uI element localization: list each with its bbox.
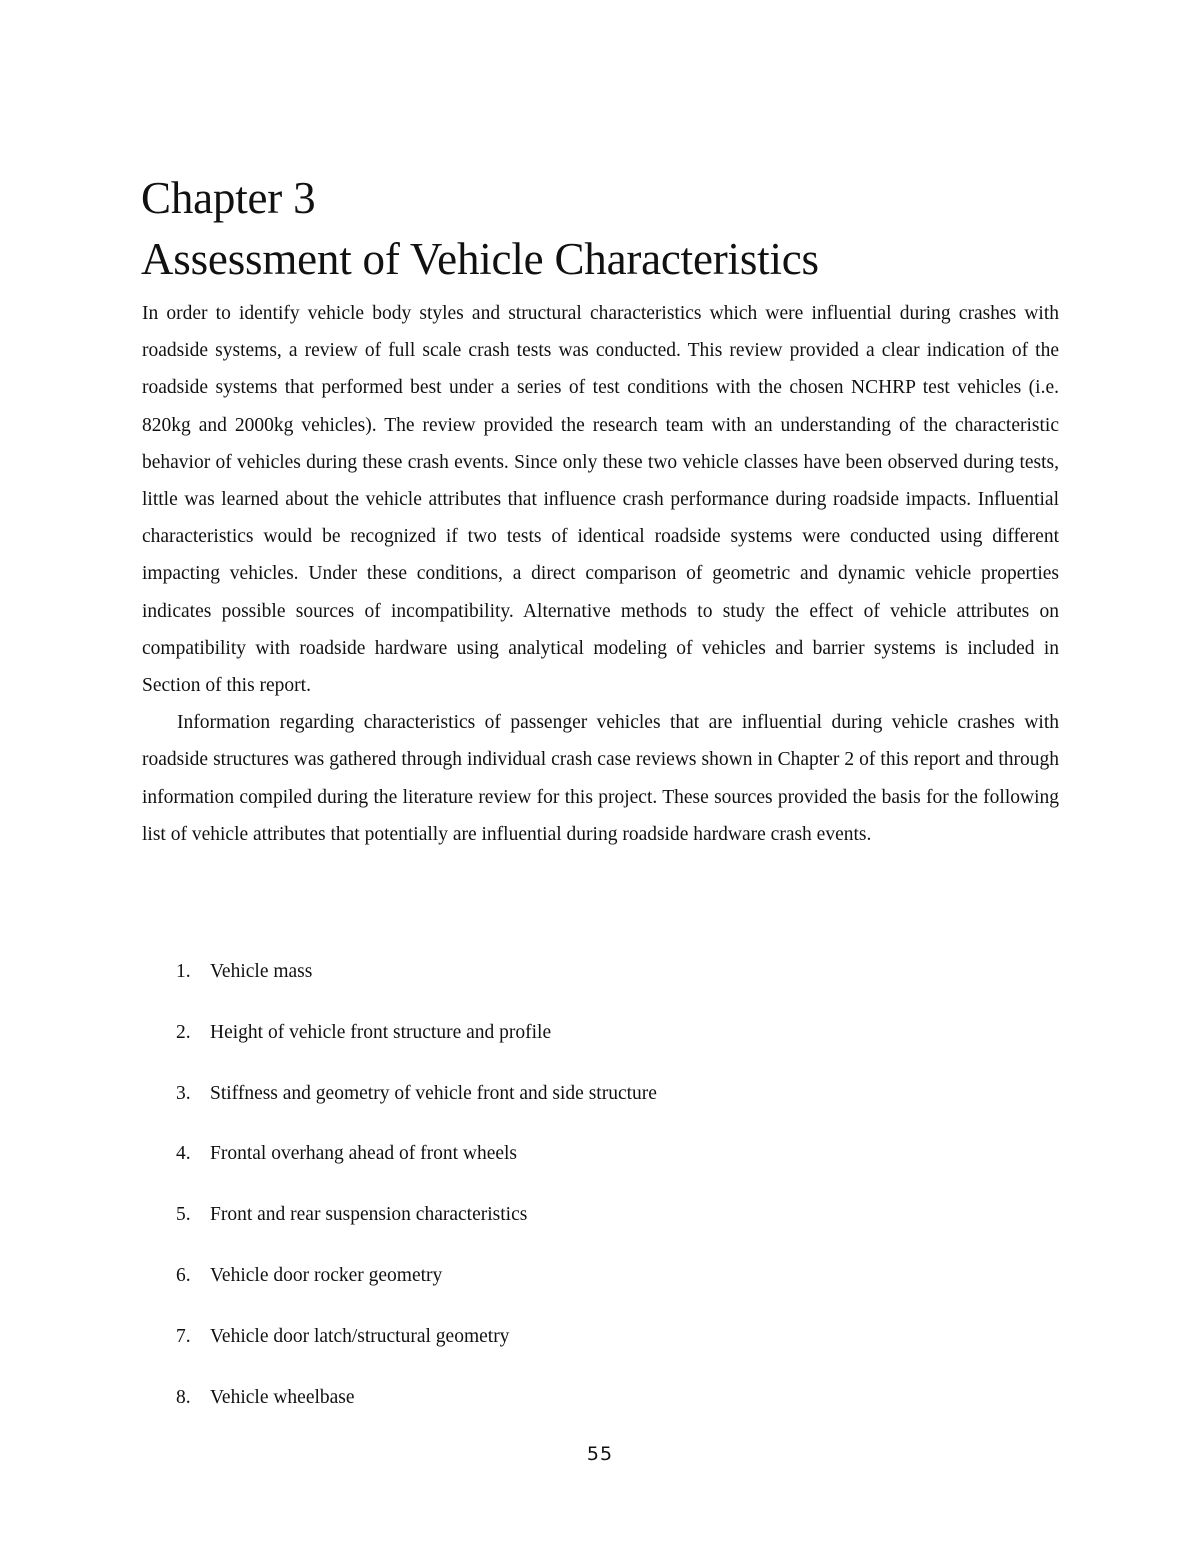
list-item-number: 3.	[176, 1082, 191, 1104]
vehicle-attributes-list	[142, 953, 1059, 1439]
list-item-number: 7.	[176, 1325, 191, 1347]
list-item-number: 1.	[176, 961, 191, 982]
list-item-text: Vehicle mass	[210, 961, 313, 982]
intro-paragraph: In order to identify vehicle body styles and structural characteristics which were influential during crashes with roadside systems, a review of full scale crash tests was conducted. This review provided a clear indication of the roadside systems that performed best under a series of test conditions with the chosen NCHRP test vehicles (i.e. 820kg and 2000kg vehicles). The review provided the research team with an understanding of the characteristic behavior of vehicles during these crash events. Since only these two vehicle classes have been observed during tests, little was learned about the vehicle attributes that influence crash performance during roadside impacts. Influential characteristics would be recognized if two tests of identical roadside systems were conducted using different impacting vehicles. Under these conditions, a direct comparison of geometric and dynamic vehicle properties indicates possible sources of incompatibility. Alternative methods to study the effect of vehicle attributes on compatibility with roadside hardware using analytical modeling of vehicles and barrier systems is included in Section of this report.	[142, 303, 1059, 697]
chapter-title: Assessment of Vehicle Characteristics	[141, 234, 819, 284]
list-item	[142, 1196, 1059, 1257]
list-item	[142, 1135, 1059, 1196]
list-item	[142, 1014, 1059, 1075]
list-item	[142, 1318, 1059, 1379]
list-item	[142, 953, 1059, 1014]
list-item-text: Frontal overhang ahead of front wheels	[210, 1143, 518, 1165]
list-item-text: Front and rear suspension characteristics	[210, 1204, 528, 1226]
list-item-number: 8.	[176, 1386, 191, 1408]
list-item-number: 5.	[176, 1204, 191, 1226]
list-item-number: 6.	[176, 1264, 191, 1286]
list-item	[142, 1075, 1059, 1136]
list-item-text: Vehicle wheelbase	[210, 1386, 355, 1408]
body-text	[142, 295, 1059, 853]
page-number: 55	[586, 1443, 614, 1465]
chapter-heading	[141, 168, 1081, 290]
list-item-number: 4.	[176, 1143, 191, 1165]
list-item-text: Vehicle door latch/structural geometry	[210, 1325, 510, 1347]
list-item-number: 2.	[176, 1021, 191, 1043]
list-item	[142, 1257, 1059, 1318]
chapter-label: Chapter 3	[141, 173, 316, 223]
list-item-text: Height of vehicle front structure and profile	[210, 1021, 552, 1043]
list-item-text: Stiffness and geometry of vehicle front and side structure	[210, 1082, 657, 1104]
sources-paragraph: Information regarding characteristics of passenger vehicles that are influential during vehicle crashes with roadside structures was gathered through individual crash case reviews shown in Chapter 2 of this report and through information compiled during the literature review for this project. These sources provided the basis for the following list of vehicle attributes that potentially are influential during roadside hardware crash events.	[142, 712, 1059, 845]
list-item	[142, 1379, 1059, 1440]
list-item-text: Vehicle door rocker geometry	[210, 1264, 443, 1286]
